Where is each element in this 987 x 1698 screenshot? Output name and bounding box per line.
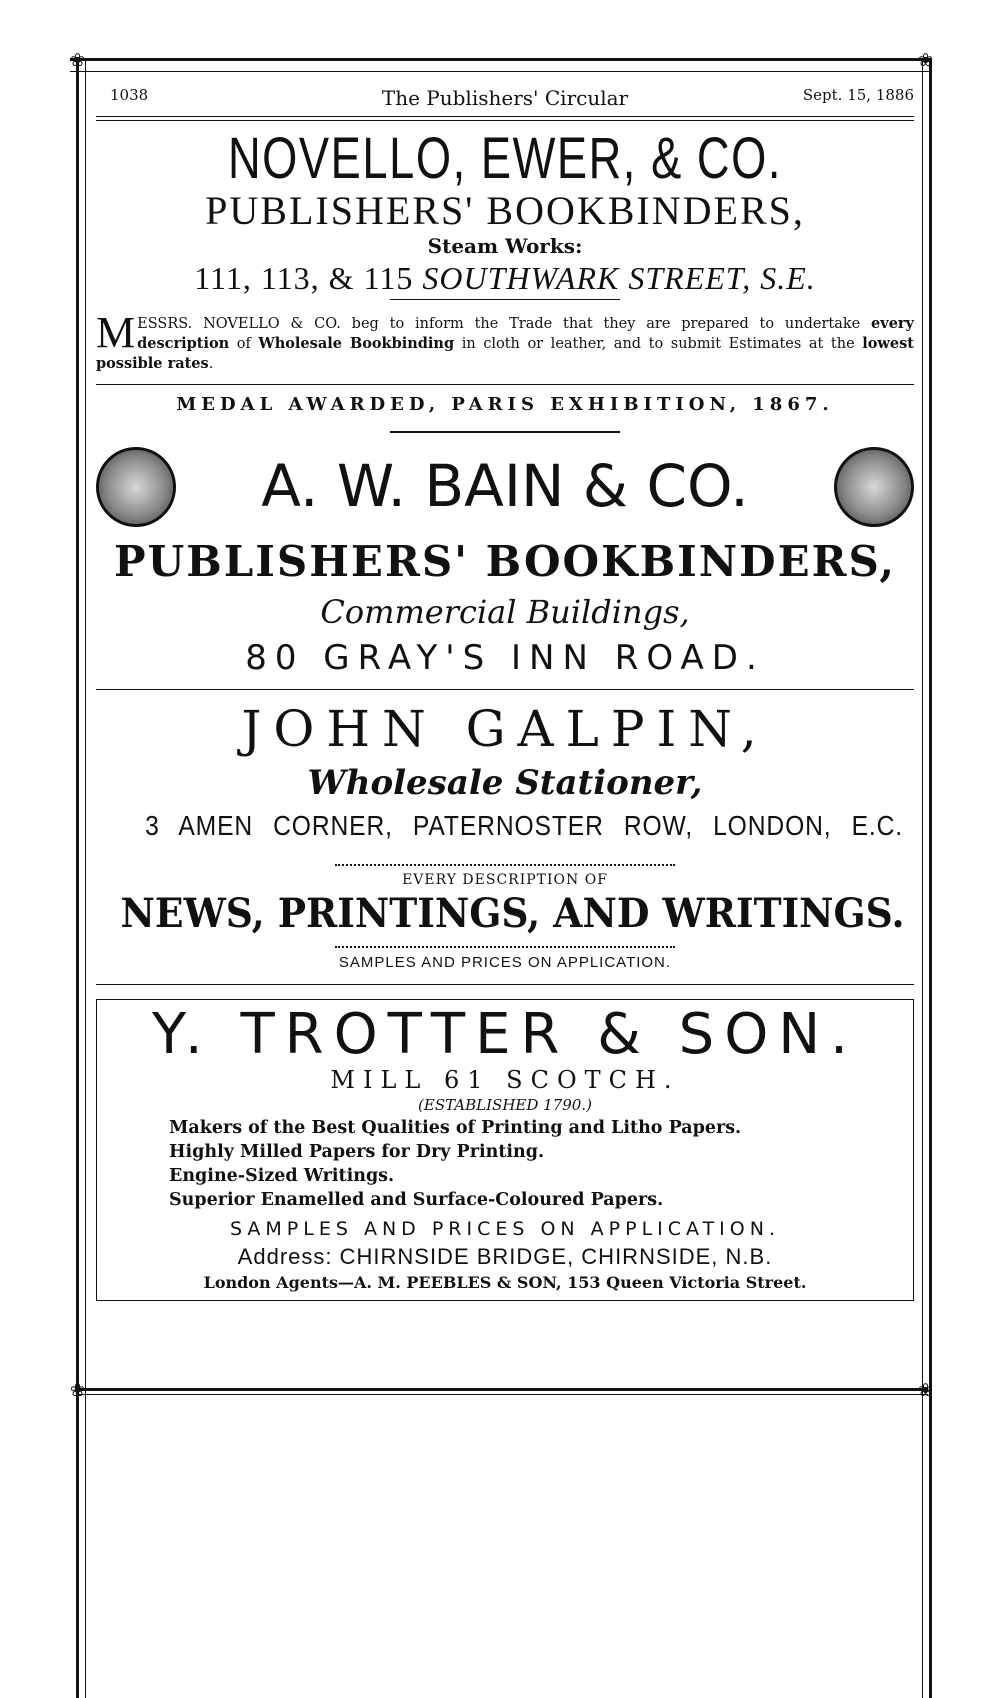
list-item: Makers of the Best Qualities of Printing and Litho Papers. (169, 1118, 742, 1138)
top-border-rule (70, 58, 930, 72)
trotter-advertisement (96, 999, 914, 1301)
novello-name: NOVELLO, EWER, & CO. (227, 126, 783, 191)
section-rule (96, 384, 914, 385)
running-head (96, 82, 914, 110)
galpin-samples: SAMPLES AND PRICES ON APPLICATION. (338, 954, 672, 971)
corner-ornament-icon: ❀ (918, 1380, 934, 1401)
section-rule (96, 984, 914, 985)
page-number: 1038 (110, 86, 149, 104)
section-rule (96, 689, 914, 690)
page-content (96, 82, 914, 1301)
galpin-subtitle: Wholesale Stationer, (307, 763, 703, 803)
trotter-address: Address: CHIRNSIDE BRIDGE, CHIRNSIDE, N.B. (237, 1244, 773, 1269)
list-item: Superior Enamelled and Surface-Coloured Papers. (169, 1190, 664, 1210)
novello-notice-text-3: in cloth or leather, and to submit Estimates at the (454, 336, 863, 352)
bain-address: 80 GRAY'S INN ROAD. (245, 638, 765, 678)
galpin-name: JOHN GALPIN, (241, 700, 769, 758)
novello-notice-text-2: of (229, 336, 259, 352)
galpin-every-description: EVERY DESCRIPTION OF (402, 872, 608, 888)
trotter-established: (ESTABLISHED 1790.) (418, 1096, 592, 1114)
trotter-name: Y. TROTTER & SON. (152, 1002, 858, 1067)
galpin-address: 3 AMEN CORNER, PATERNOSTER ROW, LONDON, E.C. (145, 810, 904, 841)
bain-subtitle: PUBLISHERS' BOOKBINDERS, (114, 537, 896, 586)
napoleon-portrait-medal-icon (834, 447, 914, 527)
novello-dropcap: M (96, 308, 136, 357)
right-border-rule (922, 58, 932, 1698)
trotter-mill: MILL 61 SCOTCH. (330, 1066, 680, 1094)
novello-address (96, 259, 914, 297)
novello-notice (96, 308, 914, 374)
galpin-news-printings: NEWS, PRINTINGS, AND WRITINGS. (120, 890, 905, 937)
corner-ornament-icon: ❀ (70, 50, 86, 71)
list-item: Highly Milled Papers for Dry Printing. (169, 1142, 545, 1162)
journal-title: The Publishers' Circular (381, 86, 629, 110)
corner-ornament-icon: ❀ (918, 50, 934, 71)
bain-medal-notice: MEDAL AWARDED, PARIS EXHIBITION, 1867. (176, 394, 834, 415)
novello-notice-text-1: ESSRS. NOVELLO & CO. beg to inform the Trade that they are prepared to undertake (137, 316, 872, 332)
bain-name: A. W. BAIN & CO. (261, 452, 749, 520)
galpin-advertisement (96, 698, 914, 974)
novello-address-numbers: 111, 113, & 115 (194, 260, 414, 296)
corner-ornament-icon: ❀ (70, 1380, 86, 1401)
novello-notice-bold-2: Wholesale Bookbinding (258, 335, 455, 352)
section-rule (390, 299, 620, 300)
bain-advertisement (96, 393, 914, 681)
bottom-border-rule (76, 1388, 928, 1395)
left-border-rule (76, 58, 86, 1698)
wavy-rule (335, 858, 675, 866)
issue-date: Sept. 15, 1886 (802, 86, 914, 104)
trotter-london-agents: London Agents—A. M. PEEBLES & SON, 153 Queen Victoria Street. (203, 1273, 807, 1292)
novello-address-street: SOUTHWARK STREET, S.E. (422, 260, 816, 296)
bain-commercial-buildings: Commercial Buildings, (320, 593, 690, 631)
trotter-product-list (107, 1116, 903, 1212)
wavy-rule (335, 940, 675, 948)
novello-notice-bold-3: lowest possible rates (96, 335, 914, 372)
header-rule (96, 116, 914, 121)
novello-advertisement (96, 126, 914, 374)
novello-notice-text-4: . (208, 356, 214, 372)
bain-title-row (96, 447, 914, 537)
flourish-ornament (390, 431, 620, 439)
trotter-samples: SAMPLES AND PRICES ON APPLICATION. (230, 1218, 780, 1240)
list-item: Engine-Sized Writings. (169, 1166, 395, 1186)
novello-notice-bold-1: every description (137, 315, 914, 352)
novello-steam-works: Steam Works: (427, 234, 583, 258)
novello-subtitle: PUBLISHERS' BOOKBINDERS, (205, 188, 805, 233)
coat-of-arms-medal-icon (96, 447, 176, 527)
